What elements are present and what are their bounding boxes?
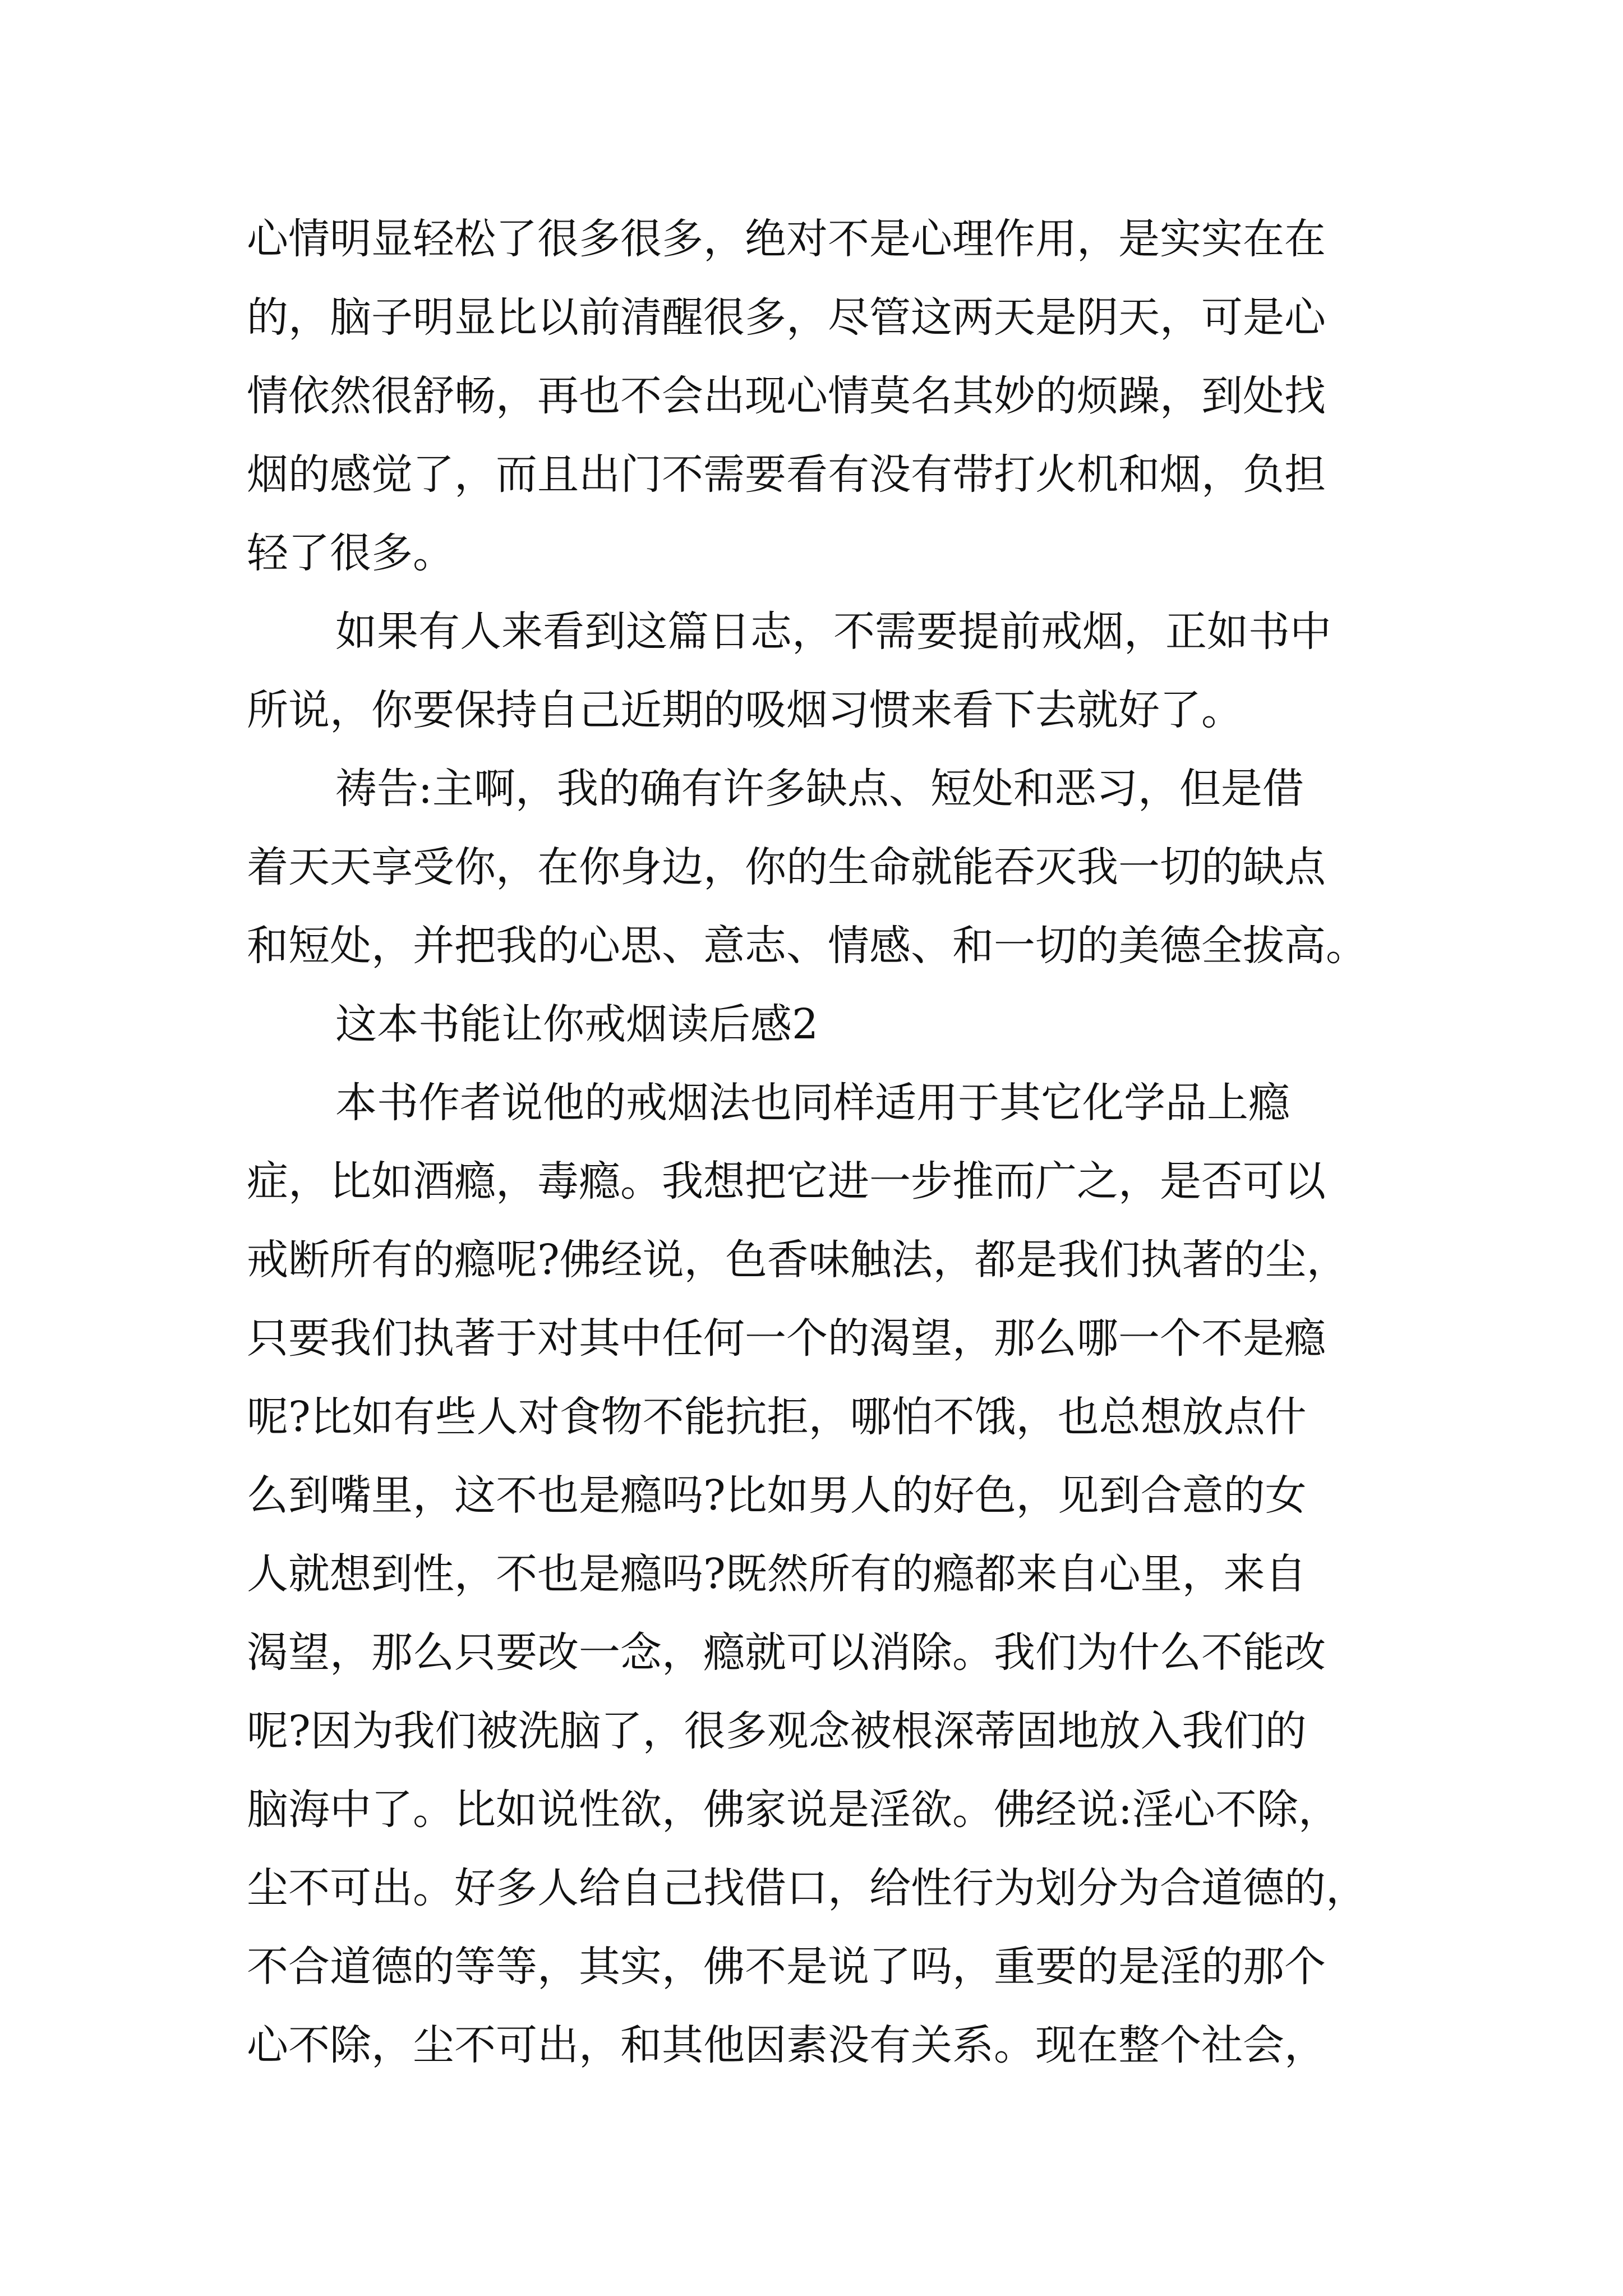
- text-line: 心不除，尘不可出，和其他因素没有关系。现在整个社会，: [247, 2021, 1326, 2069]
- text-line: 尘不可出。好多人给自己找借口，给性行为划分为合道德的，: [247, 1864, 1367, 1912]
- text-line: 着天天享受你，在你身边，你的生命就能吞灭我一切的缺点: [247, 843, 1326, 891]
- text-line: 不合道德的等等，其实，佛不是说了吗，重要的是淫的那个: [247, 1943, 1326, 1991]
- text-line: 渴望，那么只要改一念，瘾就可以消除。我们为什么不能改: [247, 1628, 1326, 1677]
- text-line: 烟的感觉了，而且出门不需要看有没有带打火机和烟，负担: [247, 450, 1326, 499]
- text-line: 情依然很舒畅，再也不会出现心情莫名其妙的烦躁，到处找: [247, 372, 1326, 420]
- text-line: 轻了很多。: [247, 529, 454, 577]
- text-line: 呢?因为我们被洗脑了，很多观念被根深蒂固地放入我们的: [247, 1707, 1307, 1755]
- text-line: 症，比如酒瘾，毒瘾。我想把它进一步推而广之，是否可以: [247, 1157, 1326, 1205]
- text-line: 人就想到性，不也是瘾吗?既然所有的瘾都来自心里，来自: [247, 1550, 1307, 1598]
- text-line: 只要我们执著于对其中任何一个的渴望，那么哪一个不是瘾: [247, 1314, 1326, 1363]
- paragraph-first-line: 如果有人来看到这篇日志，不需要提前戒烟，正如书中: [335, 608, 1331, 656]
- text-line: 的，脑子明显比以前清醒很多，尽管这两天是阴天，可是心: [247, 293, 1326, 342]
- text-line: 呢?比如有些人对食物不能抗拒，哪怕不饿，也总想放点什: [247, 1393, 1307, 1441]
- text-line: 么到嘴里，这不也是瘾吗?比如男人的好色，见到合意的女: [247, 1471, 1307, 1520]
- text-line: 戒断所有的瘾呢?佛经说，色香味触法，都是我们执著的尘，: [247, 1236, 1348, 1284]
- section-heading: 这本书能让你戒烟读后感2: [335, 1000, 819, 1048]
- paragraph-first-line: 本书作者说他的戒烟法也同样适用于其它化学品上瘾: [335, 1079, 1290, 1127]
- text-line: 和短处，并把我的心思、意志、情感、和一切的美德全拔高。: [247, 922, 1367, 970]
- paragraph-first-line: 祷告:主啊，我的确有许多缺点、短处和恶习，但是借: [335, 765, 1304, 813]
- text-line: 脑海中了。比如说性欲，佛家说是淫欲。佛经说:淫心不除，: [247, 1786, 1340, 1834]
- text-line: 所说，你要保持自己近期的吸烟习惯来看下去就好了。: [247, 686, 1243, 734]
- text-line: 心情明显轻松了很多很多，绝对不是心理作用，是实实在在: [247, 215, 1326, 263]
